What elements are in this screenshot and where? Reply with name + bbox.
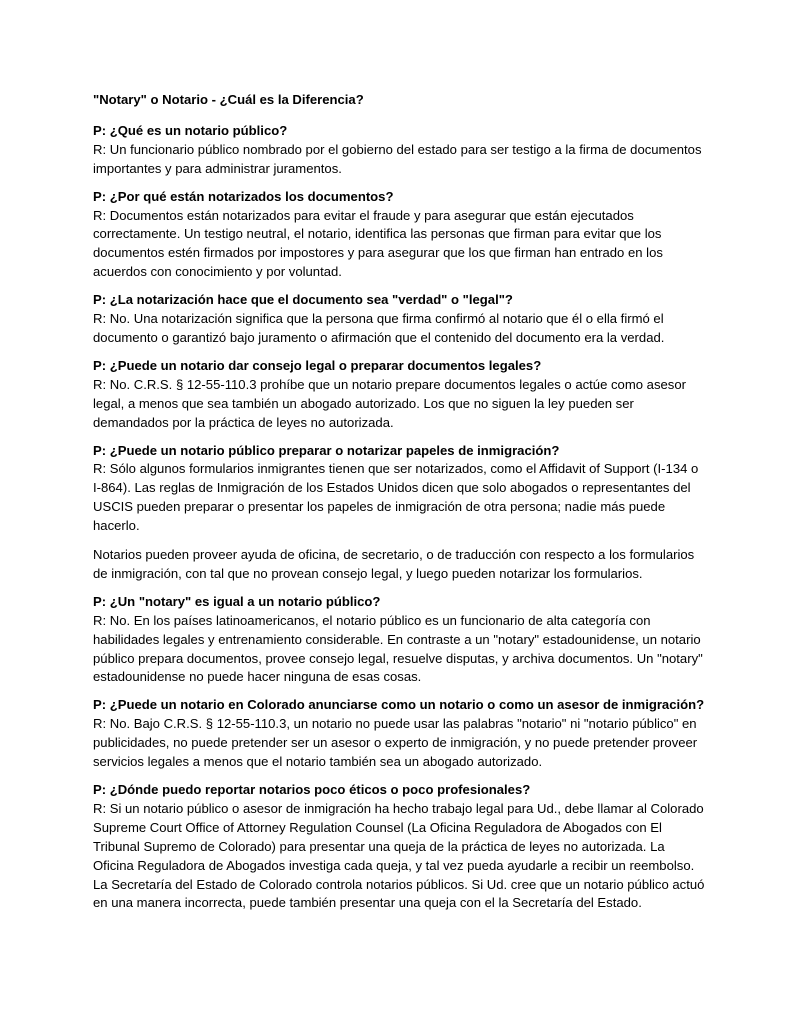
- answer: R: No. En los países latinoamericanos, el notario público es un funcionario de alta categoría con habilidades legales y entrenamiento considerable. En contraste a un "notary" estadounidense, un notario público prepara documentos, provee consejo legal, resuelve disputas, y archiva documentos. Un "notary" estadounidense no puede hacer ninguna de esas cosas.: [93, 612, 703, 685]
- question: P: ¿Dónde puedo reportar notarios poco éticos o poco profesionales?: [93, 782, 531, 797]
- qa-item: [93, 188, 705, 283]
- document-title: "Notary" o Notario - ¿Cuál es la Diferencia?: [93, 92, 364, 107]
- qa-item: [93, 781, 705, 913]
- qa-item: [93, 357, 705, 433]
- question: P: ¿La notarización hace que el documento sea "verdad" o "legal"?: [93, 292, 513, 308]
- answer: R: Un funcionario público nombrado por el gobierno del estado para ser testigo a la firma de documentos importantes y para administrar juramentos.: [93, 141, 702, 176]
- question: P: ¿Puede un notario dar consejo legal o preparar documentos legales?: [93, 357, 542, 373]
- answer: R: No. C.R.S. § 12-55-110.3 prohíbe que un notario prepare documentos legales o actúe como asesor legal, a menos que sea también un abogado autorizado. Los que no siguen la ley pueden ser demandados por la práctica de leyes no autorizada.: [93, 376, 686, 430]
- question: P: ¿Un "notary" es igual a un notario público?: [93, 593, 381, 609]
- question: P: ¿Qué es un notario público?: [93, 122, 288, 138]
- qa-list: [93, 122, 705, 913]
- qa-item: [93, 593, 705, 688]
- question: P: ¿Puede un notario en Colorado anunciarse como un notario o como un asesor de inmigración?: [93, 697, 705, 713]
- qa-item: [93, 291, 705, 348]
- answer: R: No. Una notarización significa que la persona que firma confirmó al notario que él o ella firmó el documento o garantizó bajo juramento o afirmación que el contenido del documento era la verdad.: [93, 311, 665, 345]
- answer: R: Sólo algunos formularios inmigrantes tienen que ser notarizados, como el Affidavit of Support (I-134 o I-864). Las reglas de Inmigración de los Estados Unidos dicen que solo abogados o representantes del USCIS pueden preparar o presentar los papeles de inmigración de otra persona; nadie más puede hacerlo.: [93, 461, 699, 534]
- question: P: ¿Puede un notario público preparar o notarizar papeles de inmigración?: [93, 442, 560, 458]
- answer-paragraph: Notarios pueden proveer ayuda de oficina, de secretario, o de traducción con respecto a los formularios de inmigración, con tal que no provean consejo legal, y luego pueden notarizar los formularios.: [93, 547, 695, 581]
- document-page: [93, 91, 705, 922]
- answer: R: Documentos están notarizados para evitar el fraude y para asegurar que están ejecutados correctamente. Un testigo neutral, el notario, identifica las personas que firman para evitar que los documentos estén firmados por impostores y para asegurar que los que firman han entrado en los acuerdos con conocimiento y por voluntad.: [93, 207, 663, 280]
- qa-item: [93, 442, 705, 584]
- answer: R: Si un notario público o asesor de inmigración ha hecho trabajo legal para Ud., debe llamar al Colorado Supreme Court Office of Attorney Regulation Counsel (La Oficina Reguladora de Abogados con El Tribunal Supremo de Colorado) para presentar una queja de la práctica de leyes no autorizada. La Oficina Reguladora de Abogados investiga cada queja, y tal vez pueda ayudarle a recibir un reembolso. La Secretaría del Estado de Colorado controla notarios públicos. Si Ud. cree que un notario público actuó en una manera incorrecta, puede también presentar una queja con el la Secretaría del Estado.: [93, 800, 705, 911]
- qa-item: [93, 122, 705, 179]
- question: P: ¿Por qué están notarizados los documentos?: [93, 188, 394, 204]
- qa-item: [93, 696, 705, 772]
- answer: R: No. Bajo C.R.S. § 12-55-110.3, un notario no puede usar las palabras "notario" ni "notario público" en publicidades, no puede pretender ser un asesor o experto de inmigración, y no puede pretender proveer servicios legales a menos que el notario también sea un abogado autorizado.: [93, 716, 698, 770]
